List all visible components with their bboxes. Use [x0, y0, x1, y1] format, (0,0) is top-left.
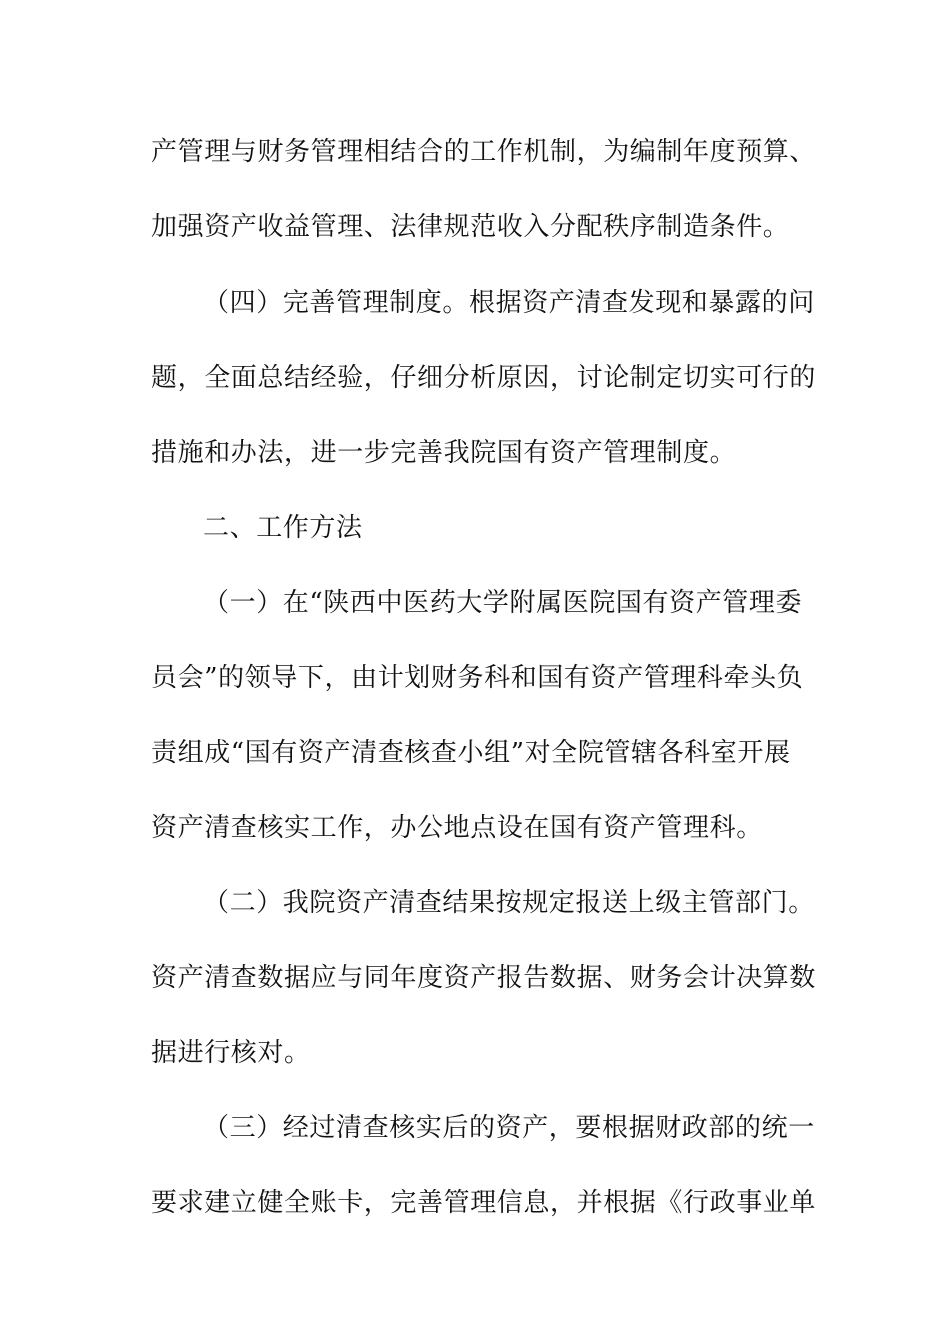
body-text-line: 员会”的领导下，由计划财务科和国有资产管理科牵头负: [151, 663, 804, 693]
body-text-line: 资产清查核实工作，办公地点设在国有资产管理科。: [151, 813, 763, 843]
body-text-line: 措施和办法，进一步完善我院国有资产管理制度。: [151, 438, 737, 468]
section-heading-line: 二、工作方法: [203, 513, 363, 543]
body-text-line: 产管理与财务管理相结合的工作机制，为编制年度预算、: [151, 137, 817, 167]
body-text-line: （二）我院资产清查结果按规定报送上级主管部门。: [203, 888, 815, 918]
body-text-line: （三）经过清查核实后的资产，要根据财政部的统一: [203, 1113, 815, 1143]
body-text-line: 要求建立健全账卡，完善管理信息，并根据《行政事业单: [151, 1188, 817, 1218]
body-text-line: （一）在“陕西中医药大学附属医院国有资产管理委: [203, 588, 803, 618]
body-text-line: 责组成“国有资产清查核查小组”对全院管辖各科室开展: [151, 738, 791, 768]
section-heading-line: （四）完善管理制度。根据资产清查发现和暴露的问: [203, 288, 815, 318]
body-text-line: 资产清查数据应与同年度资产报告数据、财务会计决算数: [151, 963, 817, 993]
body-text-line: 加强资产收益管理、法律规范收入分配秩序制造条件。: [151, 212, 790, 242]
body-text-line: 题，全面总结经验，仔细分析原因，讨论制定切实可行的: [151, 363, 817, 393]
body-text-line: 据进行核对。: [151, 1038, 311, 1068]
